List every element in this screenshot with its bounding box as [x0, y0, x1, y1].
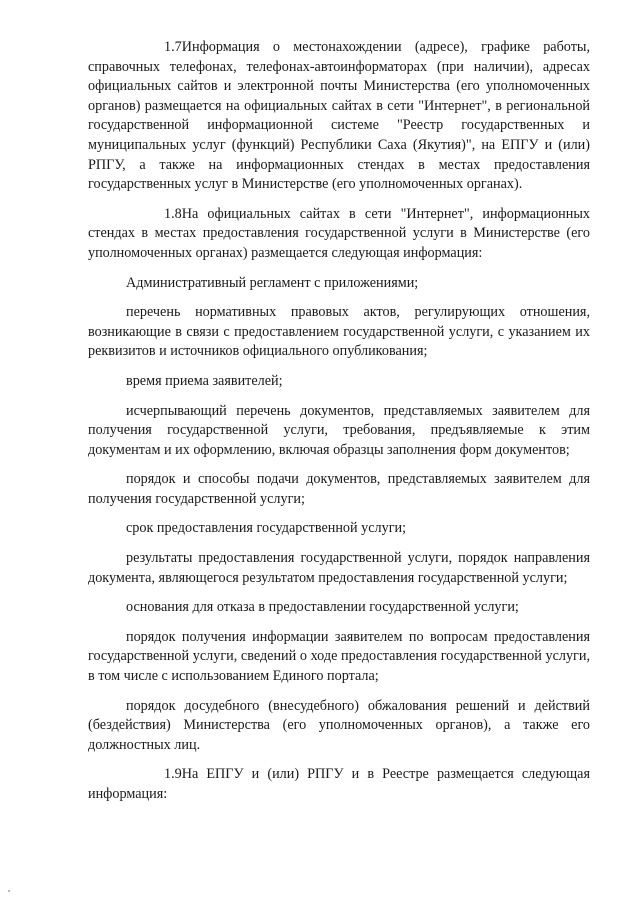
list-item: перечень нормативных правовых актов, регулирующих отношения, возникающие в связи с предоставлением государственной услуги, с указанием их реквизитов и источников официального опубликования;	[88, 304, 590, 360]
document-body	[88, 38, 590, 815]
list-item: порядок досудебного (внесудебного) обжалования решений и действий (бездействия) Министерства (его уполномоченных органов), а также его должностных лиц.	[88, 697, 590, 753]
list-item: основания для отказа в предоставлении государственной услуги;	[126, 599, 519, 616]
section-1-8	[88, 205, 590, 264]
list-item: Административный регламент с приложениями;	[126, 274, 419, 291]
scan-artifact	[8, 890, 10, 892]
list-item: порядок и способы подачи документов, представляемых заявителем для получения государственной услуги;	[88, 471, 590, 507]
section-text: Информация о местонахождении (адресе), графике работы, справочных телефонах, телефонах-автоинформаторах (при наличии), адресах официальных сайтов и электронной почты Министерства (его уполномоченных органов) размещается на официальных сайтах в сети "Интернет", в региональной государственной информационной системе "Реестр государственных и муниципальных услуг (функций) Республики Саха (Якутия)", на ЕПГУ и (или) РПГУ, а также на информационных стендах в местах предоставления государственных услуг в Министерстве (его уполномоченных органах).	[88, 39, 590, 193]
section-text: На ЕПГУ и (или) РПГУ и в Реестре размещается следующая информация:	[88, 766, 590, 802]
list-item: результаты предоставления государственной услуги, порядок направления документа, являющегося результатом предоставления государственной услуги;	[88, 550, 590, 586]
section-1-7	[88, 38, 590, 195]
list-item: исчерпывающий перечень документов, представляемых заявителем для получения государственной услуги, требования, предъявляемые к этим документам и их оформлению, включая образцы заполнения форм документов;	[88, 402, 590, 458]
section-1-9	[88, 765, 590, 804]
list-item: срок предоставления государственной услуги;	[126, 520, 407, 537]
section-number: 1.9	[164, 766, 182, 783]
section-text: На официальных сайтах в сети "Интернет", информационных стендах в местах предоставления государственной услуги в Министерстве (его уполномоченных органах) размещается следующая информация:	[88, 205, 590, 261]
list-item: порядок получения информации заявителем по вопросам предоставления государственной услуги, сведений о ходе предоставления государственной услуги, в том числе с использованием Единого портала;	[88, 628, 590, 685]
section-number: 1.8	[164, 205, 182, 222]
section-number: 1.7	[164, 39, 182, 55]
list-item: время приема заявителей;	[126, 372, 283, 389]
